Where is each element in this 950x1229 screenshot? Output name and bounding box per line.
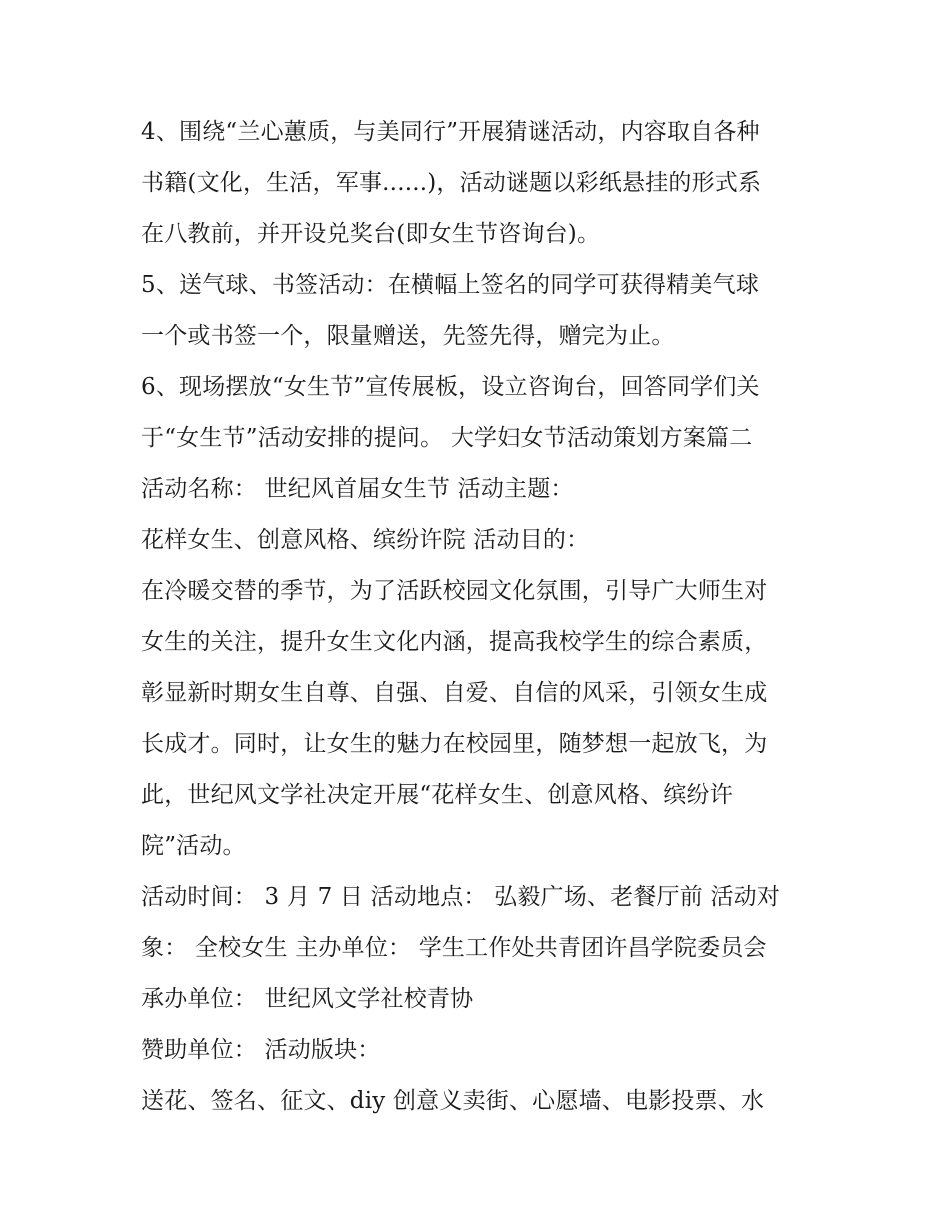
text-line-19: 赞助单位： 活动版块： <box>141 1037 381 1063</box>
document-body <box>141 107 821 1127</box>
text-line-7: 于“女生节”活动安排的提问。 大学妇女节活动策划方案篇二 <box>141 425 753 451</box>
text-line-13: 长成才。同时，让女生的魅力在校园里，随梦想一起放飞，为 <box>141 731 768 757</box>
text-line-1: 4、围绕“兰心蕙质，与美同行”开展猜谜活动，内容取自各种 <box>141 119 760 145</box>
text-line-10: 在冷暖交替的季节，为了活跃校园文化氛围，引导广大师生对 <box>141 578 768 604</box>
text-line-14: 此，世纪风文学社决定开展“花样女生、创意风格、缤纷许 <box>141 782 733 808</box>
text-line-16: 活动时间： 3 月 7 日 活动地点： 弘毅广场、老餐厅前 活动对 <box>141 884 781 910</box>
text-line-5: 一个或书签一个，限量赠送，先签先得，赠完为止。 <box>141 323 675 349</box>
text-line-12: 彰显新时期女生自尊、自强、自爱、自信的风采，引领女生成 <box>141 680 768 706</box>
text-line-11: 女生的关注，提升女生文化内涵，提高我校学生的综合素质， <box>141 629 768 655</box>
text-line-3: 在八教前，并开设兑奖台(即女生节咨询台)。 <box>141 221 601 247</box>
text-line-2: 书籍(文化，生活，军事......)，活动谜题以彩纸悬挂的形式系 <box>141 170 762 196</box>
text-line-18: 承办单位： 世纪风文学社校青协 <box>141 986 474 1012</box>
text-line-15: 院”活动。 <box>141 833 246 859</box>
text-line-20: 送花、签名、征文、diy 创意义卖街、心愿墙、电影投票、水 <box>141 1088 765 1114</box>
text-line-6: 6、现场摆放“女生节”宣传展板，设立咨询台，回答同学们关 <box>141 374 760 400</box>
text-line-4: 5、送气球、书签活动：在横幅上签名的同学可获得精美气球 <box>141 272 760 298</box>
text-line-17: 象： 全校女生 主办单位： 学生工作处共青团许昌学院委员会 <box>141 935 767 961</box>
text-line-8: 活动名称： 世纪风首届女生节 活动主题： <box>141 476 574 502</box>
text-line-9: 花样女生、创意风格、缤纷许院 活动目的： <box>141 527 590 553</box>
